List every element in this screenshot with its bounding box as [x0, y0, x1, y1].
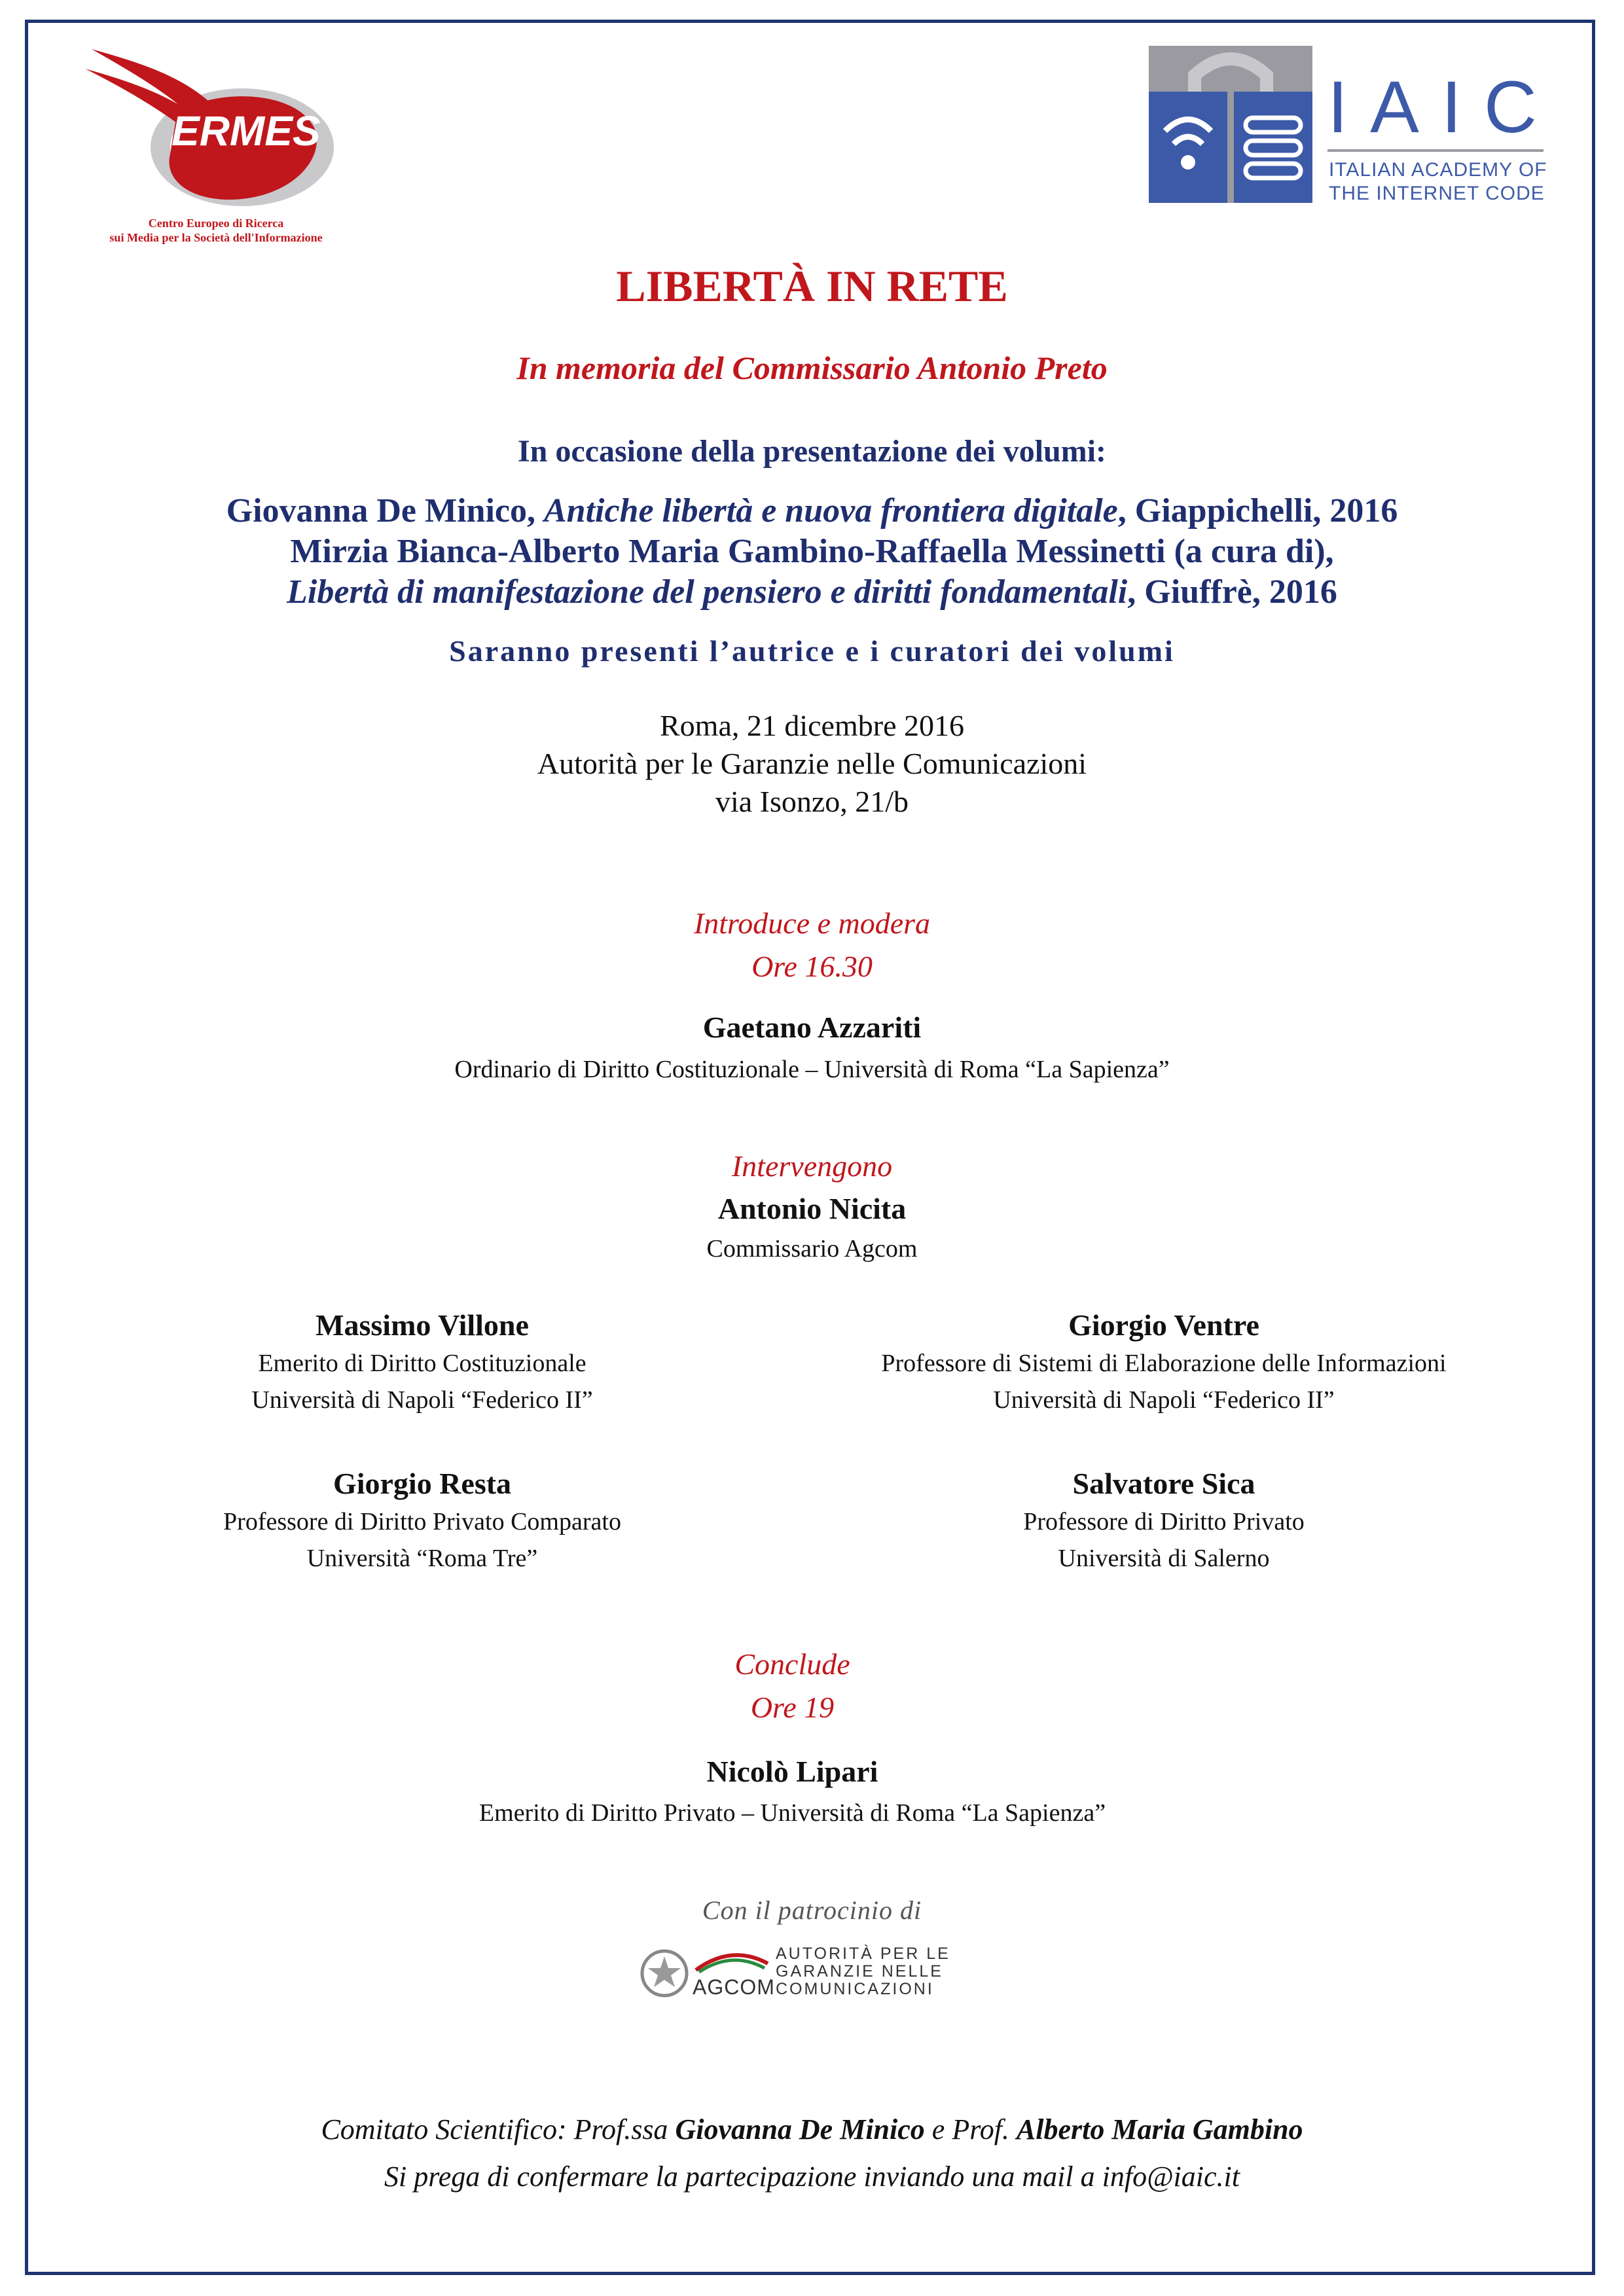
italian-emblem-icon: [638, 1947, 691, 2000]
ermes-wordmark: ERMES: [171, 107, 321, 154]
book-2-editors: Mirzia Bianca-Alberto Maria Gambino-Raffaella Messinetti (a cura di),: [290, 533, 1334, 570]
conclusion-time: Ore 19: [750, 1691, 835, 1724]
intro-heading: [0, 902, 1624, 988]
event-place: Autorità per le Garanzie nelle Comunicazioni: [537, 747, 1087, 780]
venue-block: [0, 707, 1624, 821]
agcom-name-3: COMUNICAZIONI: [776, 1980, 934, 1998]
agcom-acronym: AGCOM: [693, 1975, 775, 1999]
speaker-name: Salvatore Sica: [1072, 1467, 1255, 1500]
speakers-heading: Intervengono: [731, 1149, 893, 1183]
book-1-title: Antiche libertà e nuova frontiera digitale: [543, 492, 1118, 529]
speaker-role: Emerito di Diritto Costituzionale: [258, 1350, 586, 1377]
speaker-name: Giorgio Resta: [333, 1467, 512, 1500]
speaker-card: [837, 1466, 1491, 1577]
lead-speaker-role: Commissario Agcom: [706, 1235, 918, 1263]
intro-speaker-role: Ordinario di Diritto Costituzionale – Università di Roma “La Sapienza”: [454, 1056, 1170, 1083]
book-1-author: Giovanna De Minico,: [226, 492, 544, 529]
book-1: [0, 491, 1624, 531]
speaker-card: [837, 1308, 1491, 1418]
speaker-affiliation: Università di Napoli “Federico II”: [251, 1386, 593, 1414]
speaker-card: [95, 1308, 749, 1418]
agcom-name-1: AUTORITÀ PER LE: [776, 1945, 950, 1963]
rsvp-line: Si prega di confermare la partecipazione inviando una mail a info@iaic.it: [384, 2161, 1240, 2193]
scientific-committee: [0, 2113, 1624, 2146]
speaker-affiliation: Università di Salerno: [1058, 1545, 1270, 1572]
conclusion-speaker-role: Emerito di Diritto Privato – Università di Roma “La Sapienza”: [478, 1799, 1106, 1827]
ermes-caption-1: Centro Europeo di Ricerca: [148, 217, 284, 230]
committee-prefix: Comitato Scientifico: Prof.ssa: [321, 2113, 676, 2145]
intro-speaker-name: Gaetano Azzariti: [702, 1011, 922, 1044]
presence-line: Saranno presenti l’autrice e i curatori dei volumi: [449, 634, 1175, 668]
book-2-title: Libertà di manifestazione del pensiero e diritti fondamentali: [287, 573, 1128, 611]
committee-member-1: Giovanna De Minico: [675, 2113, 925, 2145]
conclusion-speaker-name: Nicolò Lipari: [706, 1755, 878, 1788]
occasion-line: In occasione della presentazione dei volumi:: [517, 434, 1107, 469]
iaic-logo-graphic: [1149, 46, 1312, 203]
page-title: LIBERTÀ IN RETE: [616, 261, 1008, 311]
book-2-publisher: , Giuffrè, 2016: [1127, 573, 1337, 611]
speaker-name: Giorgio Ventre: [1068, 1308, 1259, 1342]
agcom-name-2: GARANZIE NELLE: [776, 1962, 943, 1981]
book-2: [0, 572, 1624, 613]
iaic-divider: [1327, 149, 1543, 152]
speaker-affiliation: Università di Napoli “Federico II”: [993, 1386, 1335, 1414]
committee-mid: e Prof.: [924, 2113, 1017, 2145]
conclusion-label: Conclude: [734, 1647, 850, 1681]
iaic-acronym: IAIC: [1327, 66, 1559, 148]
ermes-caption-2: sui Media per la Società dell'Informazione: [109, 231, 323, 244]
books-block: [0, 491, 1624, 613]
speaker-role: Professore di Diritto Privato Comparato: [223, 1508, 621, 1535]
iaic-line-2: THE INTERNET CODE: [1329, 183, 1545, 204]
speaker-name: Massimo Villone: [316, 1308, 529, 1342]
agcom-name: [776, 1945, 950, 1998]
lead-speaker-name: Antonio Nicita: [717, 1192, 907, 1225]
book-1-publisher: , Giappichelli, 2016: [1117, 492, 1398, 529]
event-address: via Isonzo, 21/b: [715, 785, 909, 818]
conclusion-heading: [0, 1643, 1604, 1729]
intro-time: Ore 16.30: [751, 950, 873, 983]
event-date: Roma, 21 dicembre 2016: [659, 709, 964, 742]
iaic-line-1: ITALIAN ACADEMY OF: [1329, 159, 1547, 181]
subtitle: In memoria del Commissario Antonio Preto: [516, 350, 1108, 386]
patronage-label: Con il patrocinio di: [702, 1895, 922, 1925]
intro-label: Introduce e modera: [693, 906, 931, 940]
speaker-card: [95, 1466, 749, 1577]
speaker-affiliation: Università “Roma Tre”: [306, 1545, 538, 1572]
speaker-role: Professore di Diritto Privato: [1023, 1508, 1305, 1535]
speaker-role: Professore di Sistemi di Elaborazione delle Informazioni: [881, 1350, 1447, 1377]
agcom-swoosh-icon: [693, 1947, 771, 1973]
committee-member-2: Alberto Maria Gambino: [1016, 2113, 1303, 2145]
